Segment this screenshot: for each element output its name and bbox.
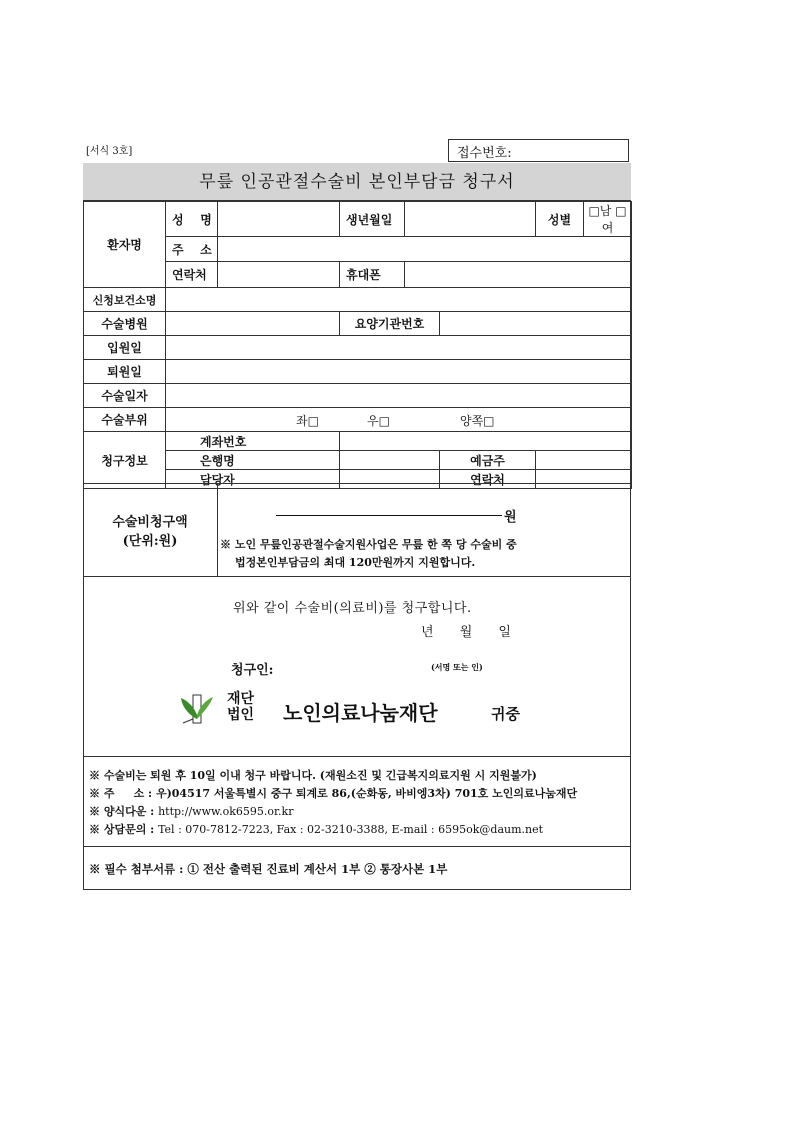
right-knee-checkbox[interactable]: 우□ [367,414,390,428]
download-link[interactable]: http://www.ok6595.or.kr [158,805,294,818]
corporation-label-line1: 재단 [227,691,255,707]
amount-note-line2: 법정본인부담금의 최대 120만원까지 지원합니다. [235,556,476,569]
name-input[interactable] [218,202,340,237]
mobile-label: 휴대폰 [340,262,405,288]
amount-input-line[interactable] [276,515,502,516]
female-checkbox[interactable]: □여 [601,204,627,235]
claim-contact-label: 연락처 [440,470,536,489]
note-address: ※ 주 소 : 우)04517 서울특별시 중구 퇴계로 86,(순화동, 바비엥3차) 701호 노인의료나눔재단 [89,787,578,800]
health-center-label: 신청보건소명 [84,288,166,312]
honorific: 귀중 [491,705,520,723]
gender-checkboxes[interactable] [584,202,632,237]
patient-section-label: 환자명 [84,202,166,288]
address-input[interactable] [218,237,632,262]
holder-input[interactable] [536,451,632,470]
form-title: 무릎 인공관절수술비 본인부담금 청구서 [83,163,631,201]
receipt-number-field[interactable]: 접수번호: [448,139,629,162]
form-number-label: [서식 3호] [86,146,133,157]
discharge-label: 퇴원일 [84,360,166,384]
foundation-name: 노인의료나눔재단 [283,701,438,725]
note-contact: ※ 상담문의 : Tel : 070-7812-7223, Fax : 02-3210-3388, E-mail : 6595ok@daum.net [89,823,544,836]
male-checkbox[interactable]: □남 [588,204,612,218]
institution-no-input[interactable] [440,312,632,336]
admission-label: 입원일 [84,336,166,360]
surgery-site-options [166,408,632,432]
birth-input[interactable] [405,202,536,237]
bank-input[interactable] [340,451,440,470]
institution-no-label: 요양기관번호 [340,312,440,336]
surgery-date-input[interactable] [166,384,632,408]
address-label: 주 소 [166,237,218,262]
amount-unit: 원 [504,510,517,525]
amount-label [83,484,218,576]
surgery-date-label: 수술일자 [84,384,166,408]
birth-label: 생년월일 [340,202,405,237]
surgery-site-label: 수술부위 [84,408,166,432]
holder-label: 예금주 [440,451,536,470]
note-download: ※ 양식다운 : http://www.ok6595.or.kr [89,805,294,818]
application-table [83,201,632,489]
request-statement: 위와 같이 수술비(의료비)를 청구합니다. [233,601,472,616]
amount-note-line1: ※ 노인 무릎인공관절수술지원사업은 무릎 한 쪽 당 수술비 중 [220,538,517,551]
note-deadline: ※ 수술비는 퇴원 후 10일 이내 청구 바랍니다. (재원소진 및 긴급복지의료지원 시 지원불가) [89,769,537,782]
notes-section [83,757,631,847]
corporation-label-line2: 법인 [227,707,255,723]
signature-section [83,577,631,757]
contact-label: 연락처 [166,262,218,288]
date-line[interactable]: 년 월 일 [421,625,511,640]
hospital-label: 수술병원 [84,312,166,336]
amount-label-unit: (단위:원) [122,534,178,549]
hospital-input[interactable] [166,312,340,336]
account-label: 계좌번호 [166,432,340,451]
discharge-input[interactable] [166,360,632,384]
gender-label: 성별 [536,202,584,237]
account-input[interactable] [340,432,632,451]
bank-label: 은행명 [166,451,340,470]
corporation-label [227,691,254,723]
health-center-input[interactable] [166,288,632,312]
admission-input[interactable] [166,336,632,360]
manager-label: 담당자 [166,470,340,489]
left-knee-checkbox[interactable]: 좌□ [296,414,319,428]
amount-label-title: 수술비청구액 [112,515,188,530]
contact-input[interactable] [218,262,340,288]
foundation-logo-icon [179,693,215,725]
sign-note: (서명 또는 인) [431,662,483,672]
name-label: 성 명 [166,202,218,237]
amount-section [83,483,631,577]
both-knees-checkbox[interactable]: 양쪽□ [460,414,495,428]
claim-section-label: 청구정보 [84,432,166,489]
required-attachments: ※ 필수 첨부서류 : ① 전산 출력된 진료비 계산서 1부 ② 통장사본 1부 [89,862,448,876]
claimant-label: 청구인: [231,663,274,678]
mobile-input[interactable] [405,262,632,288]
